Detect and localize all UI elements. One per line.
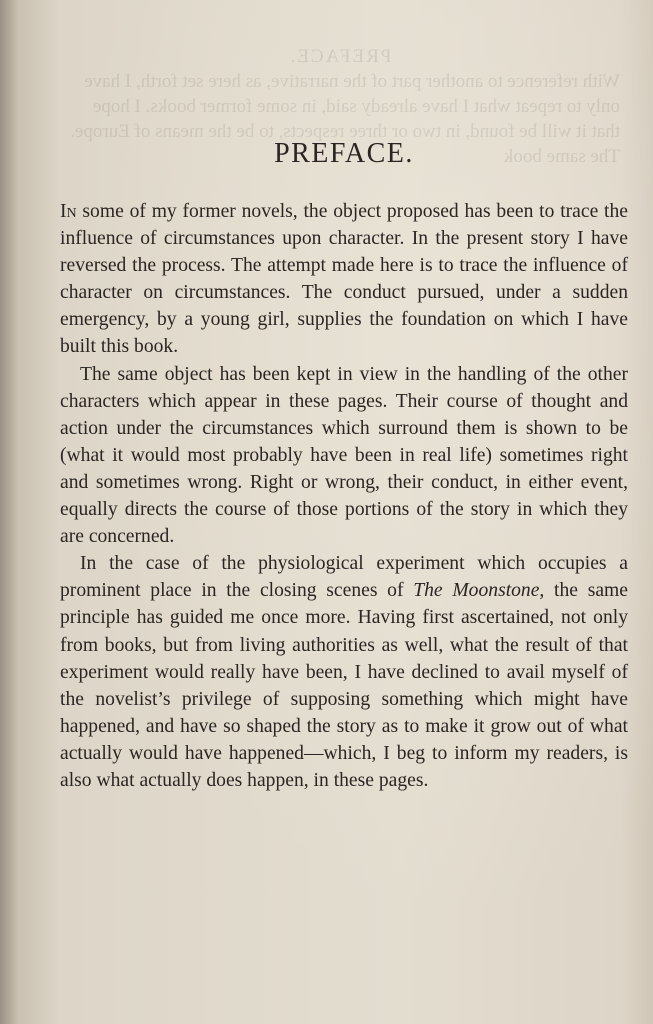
paragraph-3-after: the same principle has guided me once more. Having first ascertained, not only from books, but from living authorities as well, what the result of that experiment would really have been, I have declined to avail myself of the novelist’s privilege of supposing something which might have happened, and have so shaped the story as to make it grow out of what actually would have happened—which, I beg to inform my readers, is also what actually does happen, in these pages. — [60, 580, 628, 791]
paragraph-1 — [60, 198, 628, 361]
paragraph-3-before: In the case of the physiological experiment which occupies a prominent place in the closing scenes of — [60, 553, 628, 602]
page-title: PREFACE. — [274, 138, 414, 169]
show-through-text: PREFACE. With reference to another part of the narrative, as here set forth, I have only to repeat what I have already said, in some former books. I hope that it will be found, in two or three respects, to be the means of Europe. The same book — [70, 46, 620, 167]
book-title-italic: The Moonstone, — [413, 580, 545, 602]
paragraph-1-lead: In — [60, 201, 77, 222]
paragraph-2: The same object has been kept in view in the handling of the other characters which appear in these pages. Their course of thought and action under the circumstances which surround them is shown to be (what it would most probably have been in real life) sometimes right and sometimes wrong. Right or wrong, their conduct, in either event, equally directs the course of those portions of the story in which they are concerned. — [60, 363, 628, 548]
paragraph-3 — [60, 550, 628, 794]
preface-content — [60, 138, 628, 794]
paragraph-1-text: some of my former novels, the object proposed has been to trace the influence of circumstances upon character. In the present story I have reversed the process. The attempt made here is to trace the influence of character on circumstances. The conduct pursued, under a sudden emergency, by a young girl, supplies the foundation on which I have built this book. — [60, 201, 628, 358]
